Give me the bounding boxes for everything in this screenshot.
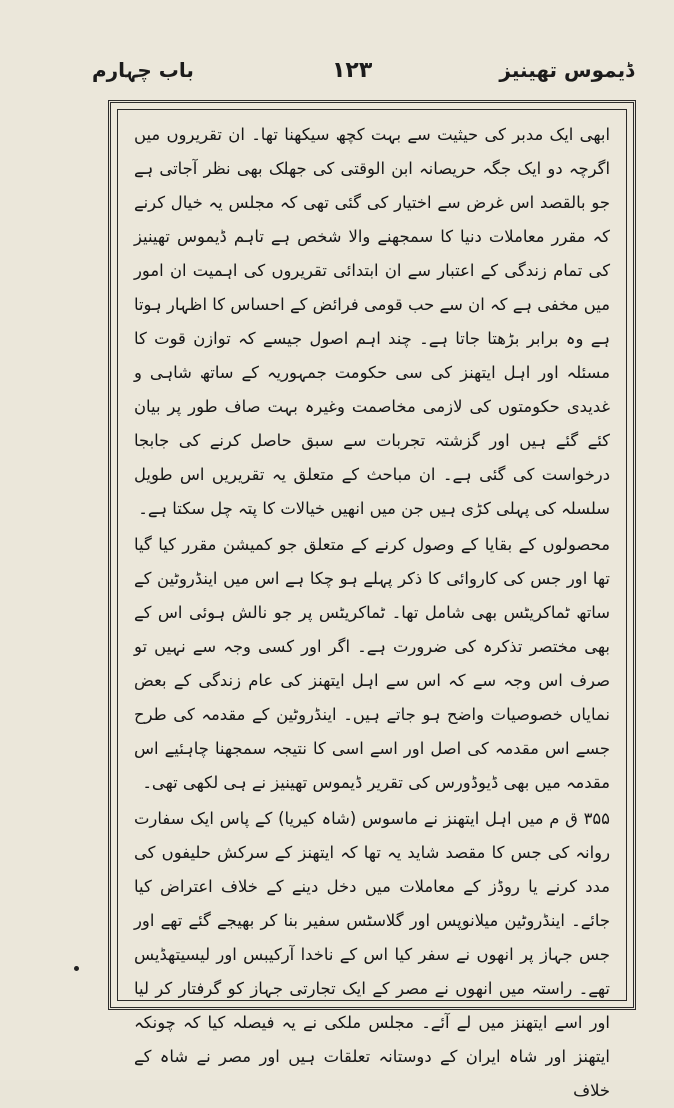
- page-number: ۱۲۳: [332, 58, 373, 83]
- text-frame: [108, 100, 636, 1100]
- paragraph: محصولوں کے بقایا کے وصول کرنے کے متعلق جو کمیشن مقرر کیا گیا تھا اور جس کی کاروائی کا ذکر پہلے ہو چکا ہے اس میں اینڈروٹین کے ساتھ ٹماکریٹس بھی شامل تھا۔ ٹماکریٹس پر جو نالش ہوئی اس کے بھی مختصر تذکرہ کی ضرورت ہے۔ اگر اور کسی وجہ سے نہیں تو صرف اس وجہ سے کہ اس سے اہل ایتھنز کی عام زندگی کے بعض نمایاں خصوصیات واضح ہو جاتے ہیں۔ اینڈروٹین کے مقدمہ کی طرح جسے اس مقدمہ کی اصل اور اسے اسی کا نتیجہ سمجھنا چاہئیے اس مقدمہ میں بھی ڈیوڈورس کی تقریر ڈیموس تھینیز نے ہی لکھی تھی۔: [134, 535, 610, 792]
- paragraph: ابھی ایک مدبر کی حیثیت سے بہت کچھ سیکھنا تھا۔ ان تقریروں میں اگرچہ دو ایک جگہ حریصانہ ابن الوقتی کی جھلک بھی نظر آجاتی ہے جو بالقصد اس غرض سے اختیار کی گئی تھی کہ مجلس یہ خیال کرنے کہ مقرر معاملات دنیا کا سمجھنے والا شخص ہے تاہم ڈیموس تھینیز کی تمام زندگی کے اعتبار سے ان ابتدائی تقریروں کی اہمیت ان امور میں مخفی ہے کہ ان سے حب قومی فرائض کے احساس کا اظہار ہوتا ہے وہ برابر بڑھتا جاتا ہے۔ چند اہم اصول جیسے کہ توازن قوت کا مسئلہ اور اہل ایتھنز کی سی حکومت جمہوریہ کے ساتھ شاہی و غدیدی حکومتوں کی لازمی مخاصمت وغیرہ بہت صاف طور پر بیان کئے گئے ہیں اور گزشتہ تجربات سے سبق حاصل کرنے کی جابجا درخواست کی گئی ہے۔ ان مباحث کے متعلق یہ تقریریں اس طویل سلسلہ کی پہلی کڑی ہیں جن میں انھیں خیالات کا پتہ چل سکتا ہے۔: [134, 125, 610, 518]
- chapter-label: باب چہارم: [92, 58, 194, 82]
- page-header: [92, 58, 634, 92]
- running-title: ڈیموس تھینیز: [499, 58, 634, 82]
- text-frame-inner: [117, 109, 627, 1100]
- body-text: [134, 118, 610, 1100]
- paragraph: ۳۵۵ ق م میں اہل ایتھنز نے ماسوس (شاہ کیریا) کے پاس ایک سفارت روانہ کی جس کا مقصد شاید یہ تھا کہ ایتھنز کے سرکش حلیفوں کی مدد کرنے یا روڈز کے معاملات میں دخل دینے کے خلاف اعتراض کیا جائے۔ اینڈروٹین میلانوپس اور گلاسٹس سفیر بنا کر بھیجے گئے تھے اور جس جہاز پر انھوں نے سفر کیا اس کے ناخدا آرکیبس اور لیسیتھڈیس تھے۔ راستہ میں انھوں نے مصر کے ایک تجارتی جہاز کو گرفتار کر لیا اور اسے ایتھنز میں لے آئے۔ مجلس ملکی نے یہ فیصلہ کیا کہ چونکہ ایتھنز اور شاہ ایران کے دوستانہ تعلقات ہیں اور مصر نے شاہ کے خلاف: [134, 809, 610, 1100]
- margin-dot: [74, 966, 79, 971]
